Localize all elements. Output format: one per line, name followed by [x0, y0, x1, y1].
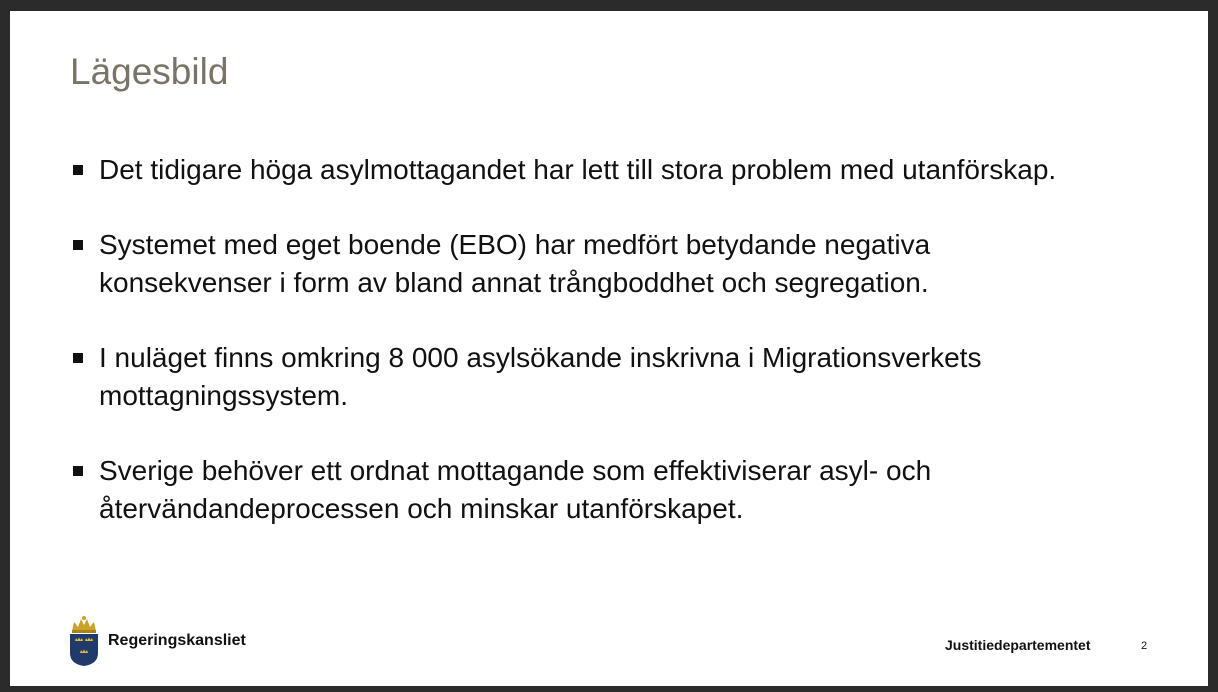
- bullet-square-icon: [73, 466, 83, 476]
- bullet-square-icon: [73, 240, 83, 250]
- department-label: Justitiedepartementet: [945, 637, 1091, 653]
- crowned-shield-three-crowns-icon: [68, 615, 100, 667]
- regeringskansliet-logo: [68, 615, 246, 667]
- bullet-item: [70, 226, 1070, 302]
- bullet-text: Det tidigare höga asylmottagandet har lett till stora problem med utanförskap.: [99, 154, 1057, 185]
- bullet-text: Systemet med eget boende (EBO) har medfört betydande negativa konsekvenser i form av bland annat trångboddhet och segregation.: [99, 229, 931, 298]
- bullet-text: I nuläget finns omkring 8 000 asylsökande inskrivna i Migrationsverkets mottagningssystem.: [99, 342, 982, 411]
- slide: [10, 11, 1208, 686]
- logo-text: Regeringskansliet: [108, 632, 246, 649]
- page-number: 2: [1141, 640, 1148, 652]
- bullet-item: [70, 339, 1070, 415]
- bullet-square-icon: [73, 353, 83, 363]
- bullet-square-icon: [73, 165, 83, 175]
- bullet-text: Sverige behöver ett ordnat mottagande som effektiviserar asyl- och återvändandeprocessen och minskar utanförskapet.: [99, 455, 932, 524]
- bullet-item: [70, 452, 1070, 528]
- bullet-list: [70, 151, 1070, 565]
- slide-title: Lägesbild: [70, 51, 229, 92]
- bullet-item: [70, 151, 1070, 189]
